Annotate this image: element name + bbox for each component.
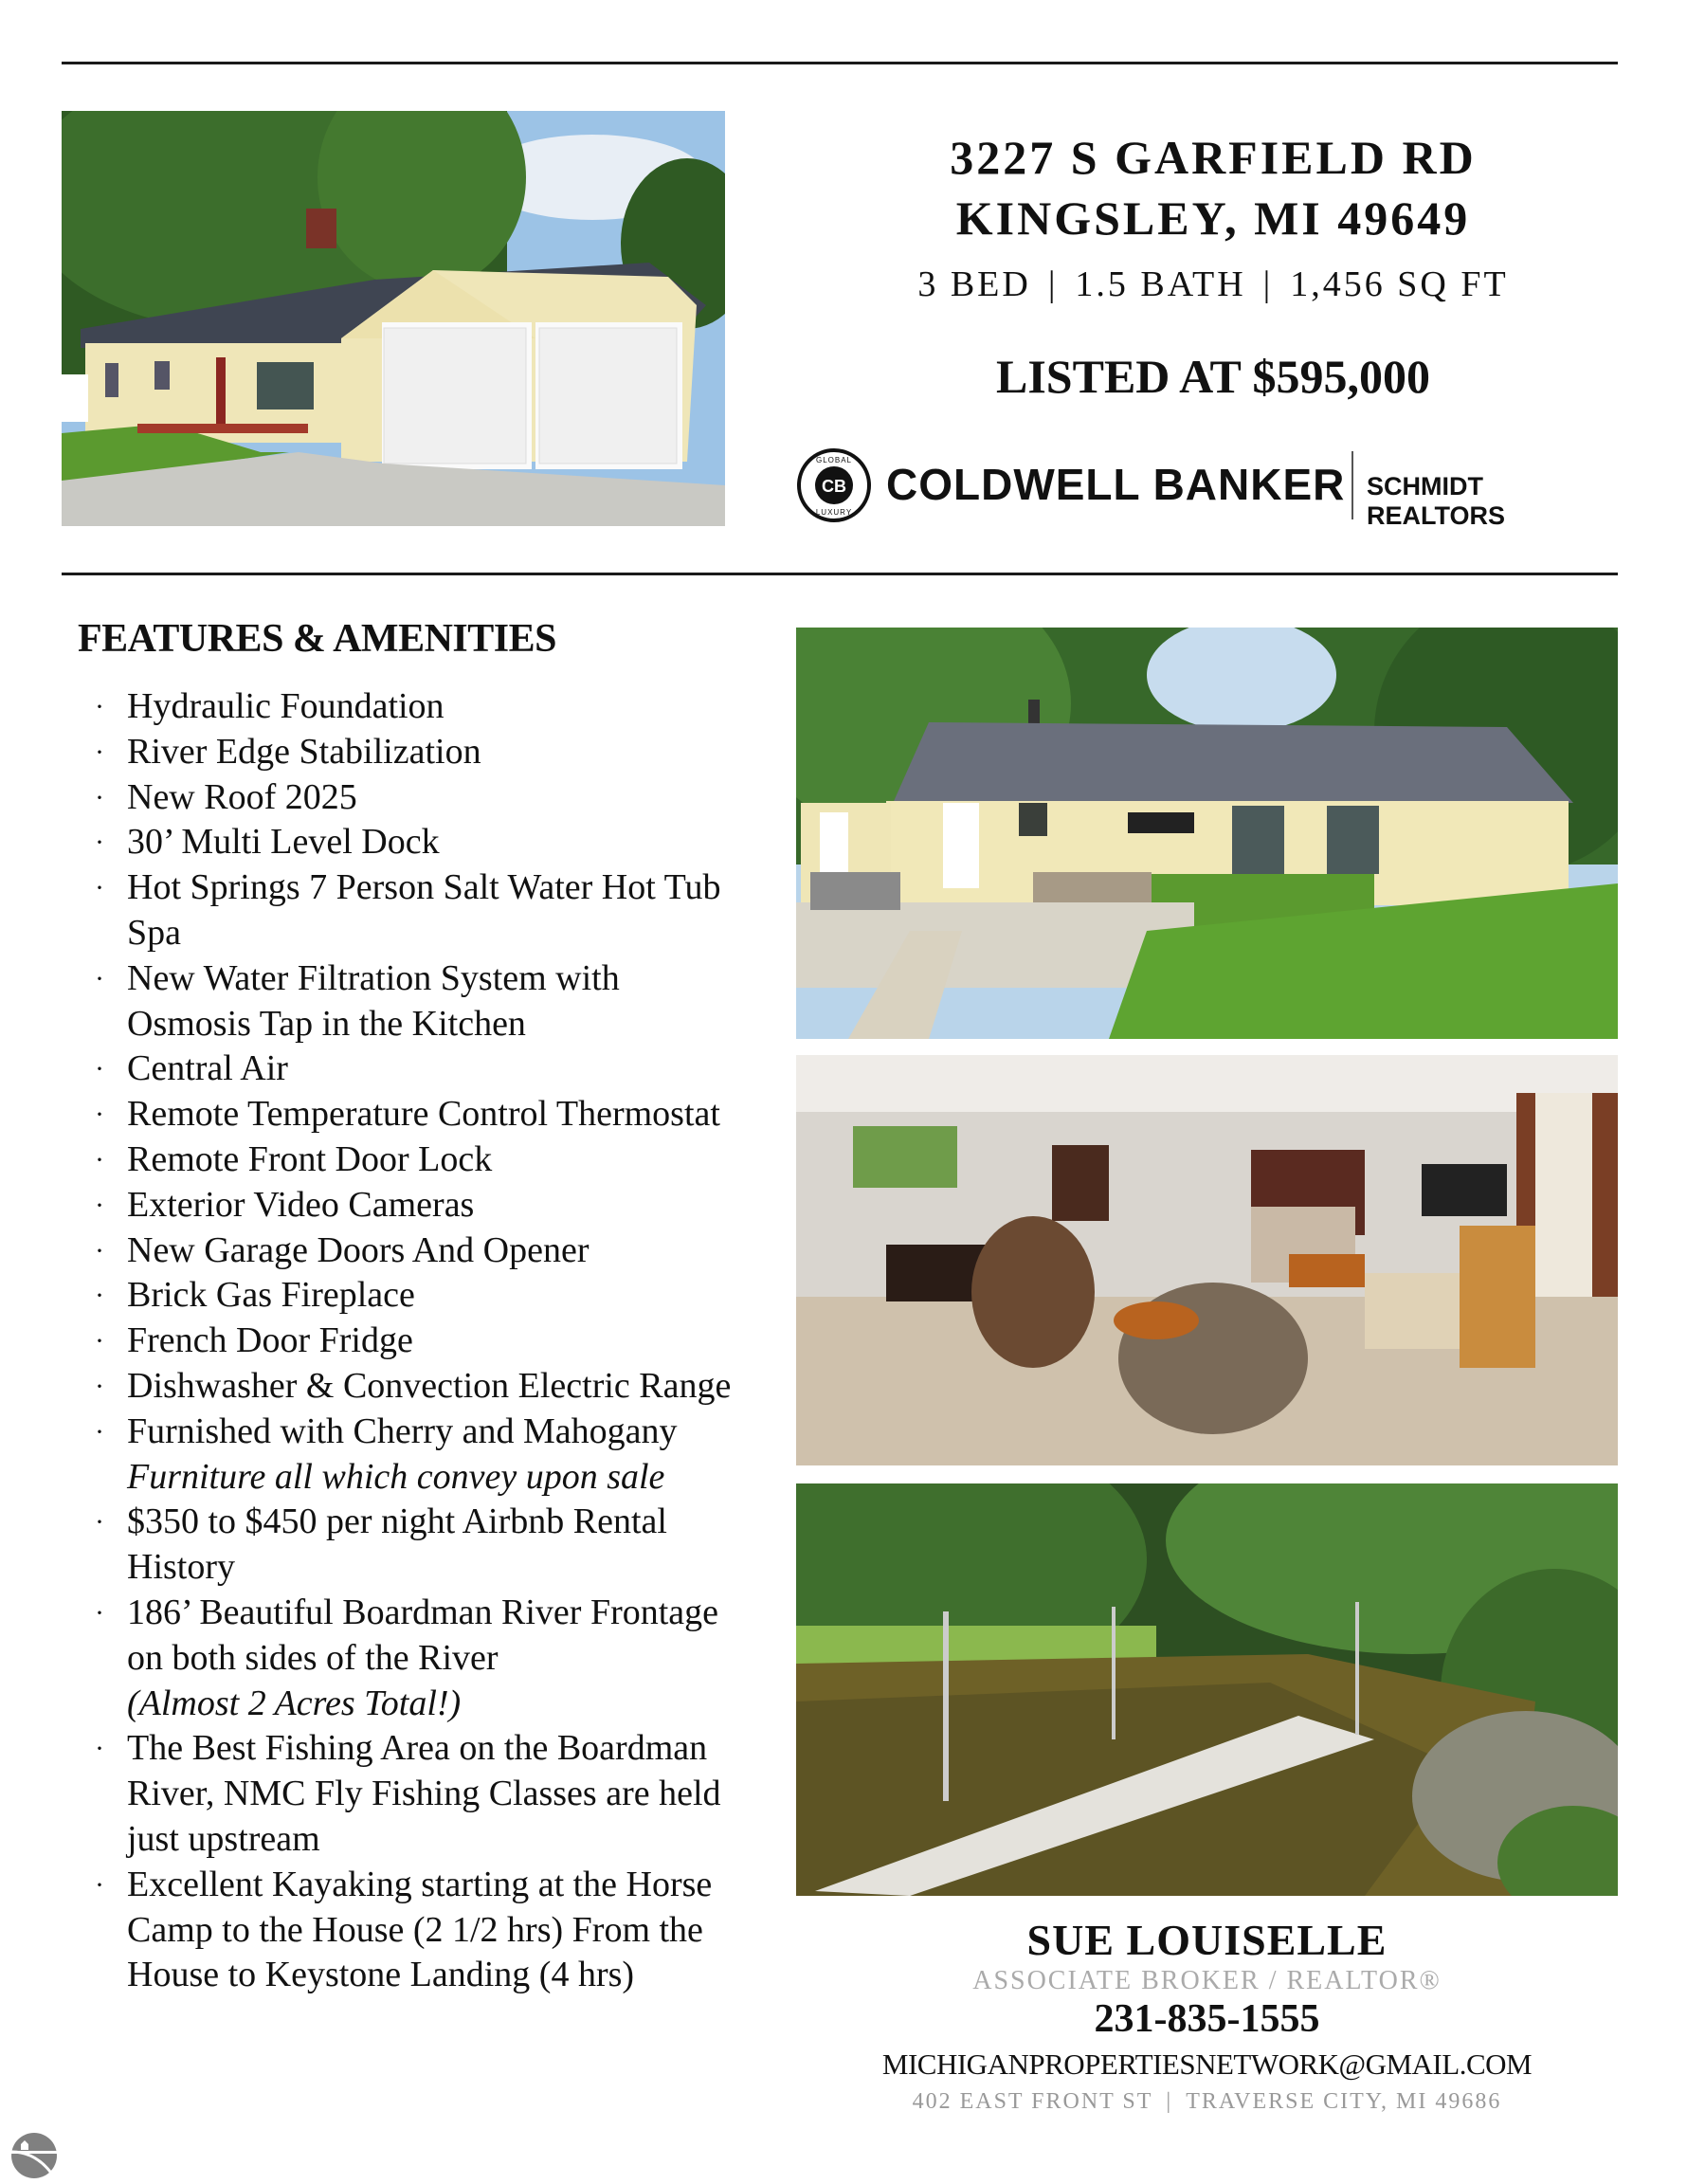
bullet-icon: ·: [95, 827, 104, 859]
feature-text: The Best Fishing Area on the Boardman River, NMC Fly Fishing Classes are held just upstream: [127, 1728, 721, 1859]
bullet-icon: ·: [95, 1868, 104, 1901]
feature-text: Hot Springs 7 Person Salt Water Hot Tub Spa: [127, 867, 721, 953]
feature-item: [95, 1500, 749, 1591]
feature-item: [95, 820, 749, 865]
seal-text-bottom: LUXURY: [815, 508, 853, 517]
feature-item: [95, 1410, 749, 1501]
listing-price: LISTED AT $595,000: [995, 350, 1430, 403]
bullet-icon: ·: [95, 872, 104, 904]
top-rule: [62, 62, 1618, 64]
features-list: [95, 684, 749, 1998]
feature-item: [95, 1046, 749, 1092]
feature-item: [95, 1228, 749, 1274]
seal-monogram: CB: [822, 477, 846, 496]
feature-item: [95, 684, 749, 730]
bullet-icon: ·: [95, 1325, 104, 1357]
logo-divider: [1351, 451, 1353, 519]
address-separator: |: [1166, 2089, 1173, 2114]
bullet-icon: ·: [95, 1280, 104, 1312]
feature-item: [95, 1364, 749, 1410]
beds: 3 BED: [917, 264, 1031, 304]
bullet-icon: ·: [95, 1053, 104, 1085]
feature-text: River Edge Stabilization: [127, 731, 481, 772]
feature-text: Remote Temperature Control Thermostat: [127, 1094, 720, 1135]
rear-deck-photo: [796, 628, 1618, 1039]
feature-text: New Garage Doors And Opener: [127, 1229, 590, 1270]
feature-text: Brick Gas Fireplace: [127, 1275, 415, 1316]
spec-separator: |: [1262, 264, 1274, 304]
river-dock-photo: [796, 1483, 1618, 1896]
office-city: TRAVERSE CITY, MI 49686: [1186, 2089, 1502, 2114]
feature-text: 186’ Beautiful Boardman River Frontage on both sides of the River: [127, 1592, 719, 1678]
agent-title: ASSOCIATE BROKER / REALTOR®: [972, 1966, 1442, 1995]
hero-photo: [62, 111, 725, 526]
feature-text: Excellent Kayaking starting at the Horse Camp to the House (2 1/2 hrs) From the House to Keystone Landing (4 hrs): [127, 1864, 713, 1995]
bullet-icon: ·: [95, 781, 104, 813]
feature-text: Exterior Video Cameras: [127, 1184, 475, 1225]
feature-text: Hydraulic Foundation: [127, 686, 444, 726]
brokerage-office: SCHMIDT REALTORS: [1367, 472, 1506, 530]
feature-item: [95, 1591, 749, 1726]
bullet-icon: ·: [95, 1733, 104, 1765]
living-room-photo: [796, 1055, 1618, 1465]
agent-phone[interactable]: 231-835-1555: [1094, 1997, 1320, 2041]
feature-item: [95, 1273, 749, 1319]
bullet-icon: ·: [95, 1143, 104, 1175]
feature-item: [95, 956, 749, 1047]
feature-item: [95, 1319, 749, 1364]
office-street: 402 EAST FRONT ST: [912, 2089, 1153, 2114]
feature-text: New Water Filtration System with Osmosis Tap in the Kitchen: [127, 957, 620, 1044]
feature-text: Central Air: [127, 1048, 288, 1089]
agent-name: SUE LOUISELLE: [1026, 1916, 1388, 1964]
feature-note: (Almost 2 Acres Total!): [127, 1683, 462, 1723]
feature-text: $350 to $450 per night Airbnb Rental History: [127, 1502, 667, 1588]
bullet-icon: ·: [95, 691, 104, 722]
feature-item: [95, 1138, 749, 1183]
features-title: FEATURES & AMENITIES: [78, 617, 556, 661]
feature-item: [95, 1092, 749, 1138]
bullet-icon: ·: [95, 736, 104, 768]
feature-item: [95, 865, 749, 956]
feature-text: Dishwasher & Convection Electric Range: [127, 1365, 732, 1406]
feature-item: [95, 1863, 749, 1998]
mls-house-hill-logo-icon: [9, 2131, 59, 2180]
feature-item: [95, 1726, 749, 1862]
feature-note: Furniture all which convey upon sale: [127, 1456, 665, 1497]
bullet-icon: ·: [95, 962, 104, 994]
baths: 1.5 BATH: [1075, 264, 1246, 304]
address-line-1: 3227 S GARFIELD RD: [950, 131, 1477, 184]
agent-email[interactable]: MICHIGANPROPERTIESNETWORK@GMAIL.COM: [881, 2048, 1533, 2081]
bullet-icon: ·: [95, 1234, 104, 1266]
office-address: [796, 2089, 1618, 2115]
bullet-icon: ·: [95, 1506, 104, 1538]
feature-text: 30’ Multi Level Dock: [127, 822, 440, 863]
bullet-icon: ·: [95, 1370, 104, 1402]
address-line-2: KINGSLEY, MI 49649: [955, 191, 1471, 245]
feature-text: New Roof 2025: [127, 776, 357, 817]
square-footage: 1,456 SQ FT: [1290, 264, 1509, 304]
bullet-icon: ·: [95, 1189, 104, 1221]
feature-text: French Door Fridge: [127, 1320, 413, 1361]
coldwell-banker-global-luxury-seal-icon: [796, 447, 872, 523]
feature-text: Remote Front Door Lock: [127, 1138, 493, 1179]
seal-text-top: GLOBAL: [815, 456, 853, 464]
brokerage-logo: [796, 447, 1621, 530]
feature-item: [95, 775, 749, 821]
property-specs: [787, 264, 1640, 305]
feature-item: [95, 730, 749, 775]
bullet-icon: ·: [95, 1596, 104, 1629]
brokerage-name: COLDWELL BANKER: [886, 460, 1346, 509]
middle-rule: [62, 573, 1618, 575]
feature-item: [95, 1183, 749, 1228]
bullet-icon: ·: [95, 1415, 104, 1447]
bullet-icon: ·: [95, 1099, 104, 1131]
feature-text: Furnished with Cherry and Mahogany: [127, 1410, 678, 1451]
spec-separator: |: [1047, 264, 1059, 304]
